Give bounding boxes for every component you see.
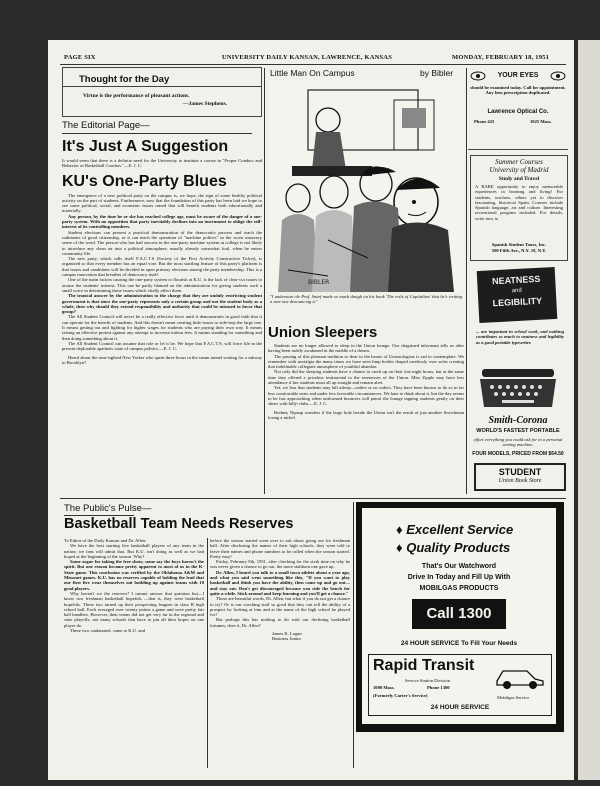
ads-column [468,67,568,491]
cartoon-caption: "I understan ole Prof. Snarf made so much dough on his book 'The evils of Capitalism' that he's writing a new one denouncing it." [270,294,462,305]
hours-text-2: 24 HOUR SERVICE [430,704,490,711]
optical-ad-body: should be examined today. Call for appointment. Any lens prescription duplicated. [470,85,566,96]
editorial-section-label: The Editorial Page— [62,120,150,131]
editorial-para-4: The new party, which calls itself F.A.C.T.S (Society of the First Activity Constructive Ticket), is organized so that every member has an equal vote. But the most startling feature of this party's platform is that issues and candidates will be decided in open primary elections among the party membership. This is a campus innovation that breathes of democracy itself. [62,256,262,278]
editorial-para-5: One of the main factors causing the one-party system to flourish at K.U. is the lack of clear-cut issues to arouse the students' interest. This can be partly blamed on the administration for giving students such a small voice in determining those issues which vitally affect them. [62,277,262,293]
pulse-col1-para-1: We have the best starting five basketball players of any team in the nation; we fans will admit that. But K.U. isn't doing as well as we had hoped at the beginning of the season. Why? [64,543,204,559]
pulse-col2-para-1: before the season started went over to ask about going out for freshman ball. After disclosing the names of their high schools, they were told to leave their names and phone numbers to be called when the season started. Pretty easy! [210,538,350,559]
sleepers-para-2: The passing of this pleasant tradition so dear to the hearts of Unionologists is sad to contemplate. We remember with nostalgia the many times we have seen limp bodies draped carelessly over sofas creating that indefinable collegiate atmosphere of youthful abandon. [268,353,464,370]
thought-quote: Virtue is the performance of pleasant actions. [83,93,190,99]
suggestion-text: It would seem that there is a definite need for the University to institute a course in "Proper Conduct and Behavior of Basketball Coaches."—E. J. C. [62,158,262,169]
pulse-col2-para-3: Dr. Allen, I heard you talk to a small town athlete about a year ago, and what you said went something like this, "If you want to play basketball and think you have the ability, then come up and go out—and stay out. Don't get discouraged because you ride the bench for quite a while. Stick around and keep learning and you'll get a chance." [210,569,350,596]
pulse-signer: James K. Logan [272,631,302,637]
student-store-name: STUDENT [498,467,542,477]
page-number: PAGE SIX [64,54,96,61]
pulse-column-2 [210,538,350,642]
optical-company: Lawrence Optical Co. [487,109,549,115]
paper-name: UNIVERSITY DAILY KANSAN, LAWRENCE, KANSAS [222,54,393,61]
quality-products: ♦ Quality Products [396,540,511,555]
car-icon [493,663,545,691]
pulse-signer-title: Business Junior [272,636,301,642]
editorial-para-8: The All Student Council can assume that role or let it lie. We hope that F.A.C.T.S. will force life in the present deplorable apathetic state of campus politics.—E. J. C. [62,340,262,352]
editorial-para-6: The ironical answer by the administration to the charge that they are unduly restricting student government is that since the one-party represents only a certain group and not the student body as a whole, then why should they extend responsibility and authority that could be misused to favor that group? [62,293,262,315]
sleepers-para-1: Students are no longer allowed to sleep in the Union lounge. Our chagrined informant tells us after having been rudely awakened in the middle of a dream. [268,343,464,354]
pulse-col1-para-4: These two, undaunted, came to K.U. and [70,628,146,634]
rapid-transit-box [368,654,552,716]
eye-icon [470,71,486,81]
pulse-salutation: To Editor of the Daily Kansan and Dr. Allen: [64,538,147,543]
pulse-section-label: The Public's Pulse— [64,503,152,514]
rapid-transit-ad-inner [362,508,556,724]
neatness-text: NEATNESS [491,273,541,287]
one-party-headline: KU's One-Party Blues [62,172,227,190]
thought-title: Thought for the Day [79,74,170,85]
hours-text: 24 HOUR SERVICE To Fill Your Needs [400,640,518,647]
rapid-transit-ad [356,502,564,732]
summer-courses-ad [470,155,568,261]
drive-in: Drive In Today and Fill Up With [407,574,511,581]
editorial-para-3: Student elections can present a practical demonstration of the democratic process and teach the rudiments of good citizenship, or it can teach the operation of "machine politics" in the worst unsavory sense of the word. The person who has had success in the one-party machine system at college is not likely to introduce any clean air into a political atmosphere, usually already somewhat foul, when he enters community life. [62,229,262,256]
call-badge[interactable] [412,599,506,629]
pulse-col1-para-3: Why haven't we the reserves? I cannot answer that question but—I know two freshman basketball hopefuls —that is, they were basketball hopefuls. These two turned up their prospecting leagues in class B high school ball. Each averaged over twenty points a game and were pretty fair ball handlers. However, their teams did not get very far in the regional and state playoffs, not many schools that have to pin all their hopes on one player do. [64,590,204,628]
sleepers-column [268,324,464,420]
typewriter-body: ... are important in school work, and nothing contributes so much to neatness and legibility as a good portable typewriter. [476,329,564,345]
optical-ad-title: YOUR EYES [497,72,539,79]
thought-author: —James Stephens. [183,101,228,107]
editorial-para-9: Heard about the near-sighted New Yorker who spent three hours in the steam tunnel waiting for a subway to Brooklyn? [62,354,262,365]
sleepers-para-3: Not only did the sleeping students have a chance to catch up on their lost night hours, but at the same time they offered a priceless testimonial to the serenesses of the Union. Miss Zipple may have less attendance if her students must all up straight and remain alert. [268,369,464,386]
summer-title-1: Summer Courses [495,158,543,166]
sleepers-para-5: Rodney Nipsup wonders if the large hole beside the Union isn't the result of just another Scotchman losing a nickel. [268,409,464,420]
cartoon-illustration [268,80,464,292]
newspaper-page [48,40,574,780]
legibility-text: LEGIBILITY [492,295,543,309]
svg-text:BIBLER: BIBLER [308,279,330,286]
and-text: and [511,287,522,295]
cartoon-byline: by Bibler [420,68,454,78]
phone: Phone 1300 [427,685,450,690]
editorial-column [62,120,262,365]
optical-phone: Phone 425 [474,119,495,124]
sleepers-headline: Union Sleepers [268,324,378,341]
summer-title-2: University of Madrid [489,166,549,174]
pulse-col2-para-4: Those are beautiful words, Dr. Allen, but what if you do not get a chance to try? Or is our coaching staff so good that they can tell the ability of a prospect by looking at him and at the name of the high school he played for? [210,596,350,618]
pulse-headline: Basketball Team Needs Reserves [64,516,294,532]
summer-body: A RARE opportunity to enjoy memorable experiences in learning and living! For students, teachers, others yet to discover fascinating, historical Spain. Courses include Spanish language, art and culture. Interesting recreational program included. For details, write now to [475,184,563,221]
editorial-para-1: The emergence of a new political party on the campus is, we hope, the sign of some healthy political activity on the part of students. Furthermore, now that the foundation of this party has been laid we hope to see some political, social, and economic issues raised that will benefit students both educationally and materially. [62,192,262,214]
adjacent-page-edge [578,40,600,780]
cartoon-panel [268,66,464,314]
watchword: That's Our Watchword [421,563,497,570]
editorial-para-7: The All Student Council will never be a really effective force until it demonstrates in good faith that it can operate for the benefit of students. And this doesn't mean creating little issues to side-step the large one. It means getting out and fighting for higher wages for students who are paying their own way. It means raising an effective protest against any attempt to increase tuition fees. It means standing for something and then doing something about it. [62,314,262,341]
mobilgas-service: Mobilgas Service [497,695,530,700]
effort-text: effort everything you could ask for in a personal writing machine. [473,437,563,448]
issue-date: MONDAY, FEBRUARY 18, 1951 [452,54,550,61]
formerly: (Formerly Carter's Service) [373,693,428,698]
thought-box [62,67,262,117]
neatness-badge [477,267,558,323]
union-book-store: Union Book Store [498,478,542,484]
pulse-column-1 [64,538,204,633]
sleepers-para-4: Yet, we fear that students may fall asleep—orders or no orders. They have been known to do so in far less comfortable seats and under less favorable circumstances. We hate to think about it, but the day seems to be fast approaching when uniformed bouncers will patrol the lounge tapping students gently on their shoes with billy-clubs.—E. J. C. [268,385,464,407]
optical-ad [468,67,568,150]
excellent-service: ♦ Excellent Service [396,522,514,537]
summer-address: 500 Fifth Ave., N.Y. 18, N.Y. [491,248,547,253]
rapid-transit-name: Rapid Transit [373,657,475,674]
mobilgas-products: MOBILGAS PRODUCTS [419,585,499,592]
cartoon-title: Little Man On Campus [270,68,355,78]
student-store-logo [474,463,566,491]
summer-subtitle: Study and Travel [498,176,540,182]
editorial-para-2: Any person, by the time he or she has reached college age, must be aware of the danger of a one-party system. With no opposition that party inevitably declines into an instrument to oblige the self-interest of its controlling members. [62,213,262,230]
pulse-col1-para-2: Some argue for taking the free shots; some say the boys haven't the spirit. But one reason became pretty apparent to most of us in the K-State game. This conclusion was verified by the Oklahoma A&M and Missouri games. K.U. has no reserves capable of holding the lead that our first five wear themselves out building up against teams with 10 good players. [64,559,204,591]
four-models: FOUR MODELS, PRICED FROM $64.50 [472,451,564,457]
pulse-col2-para-5: But perhaps this has nothing to do with our declining basketball fortunes, does it, Dr. Allen? [210,617,350,628]
fastest-portable: WORLD'S FASTEST PORTABLE [476,428,560,434]
typewriter-ad [468,265,568,491]
optical-address: 1025 Mass. [530,119,552,124]
smith-corona-logo: Smith-Corona [488,415,548,426]
suggestion-headline: It's Just A Suggestion [62,138,229,155]
pulse-col2-para-2: Friday, February 9th, 1951, after checking for the sixth time on why he was never given a chance to go out, the more stubborn one gave up. [210,559,350,570]
address: 1000 Mass. [373,685,395,690]
typewriter-icon [478,363,558,411]
summer-company: Spanish Student Tours, Inc. [491,242,547,247]
eye-icon [550,71,566,81]
division: Service Station Division [405,678,450,683]
call-number: Call 1300 [426,605,492,622]
